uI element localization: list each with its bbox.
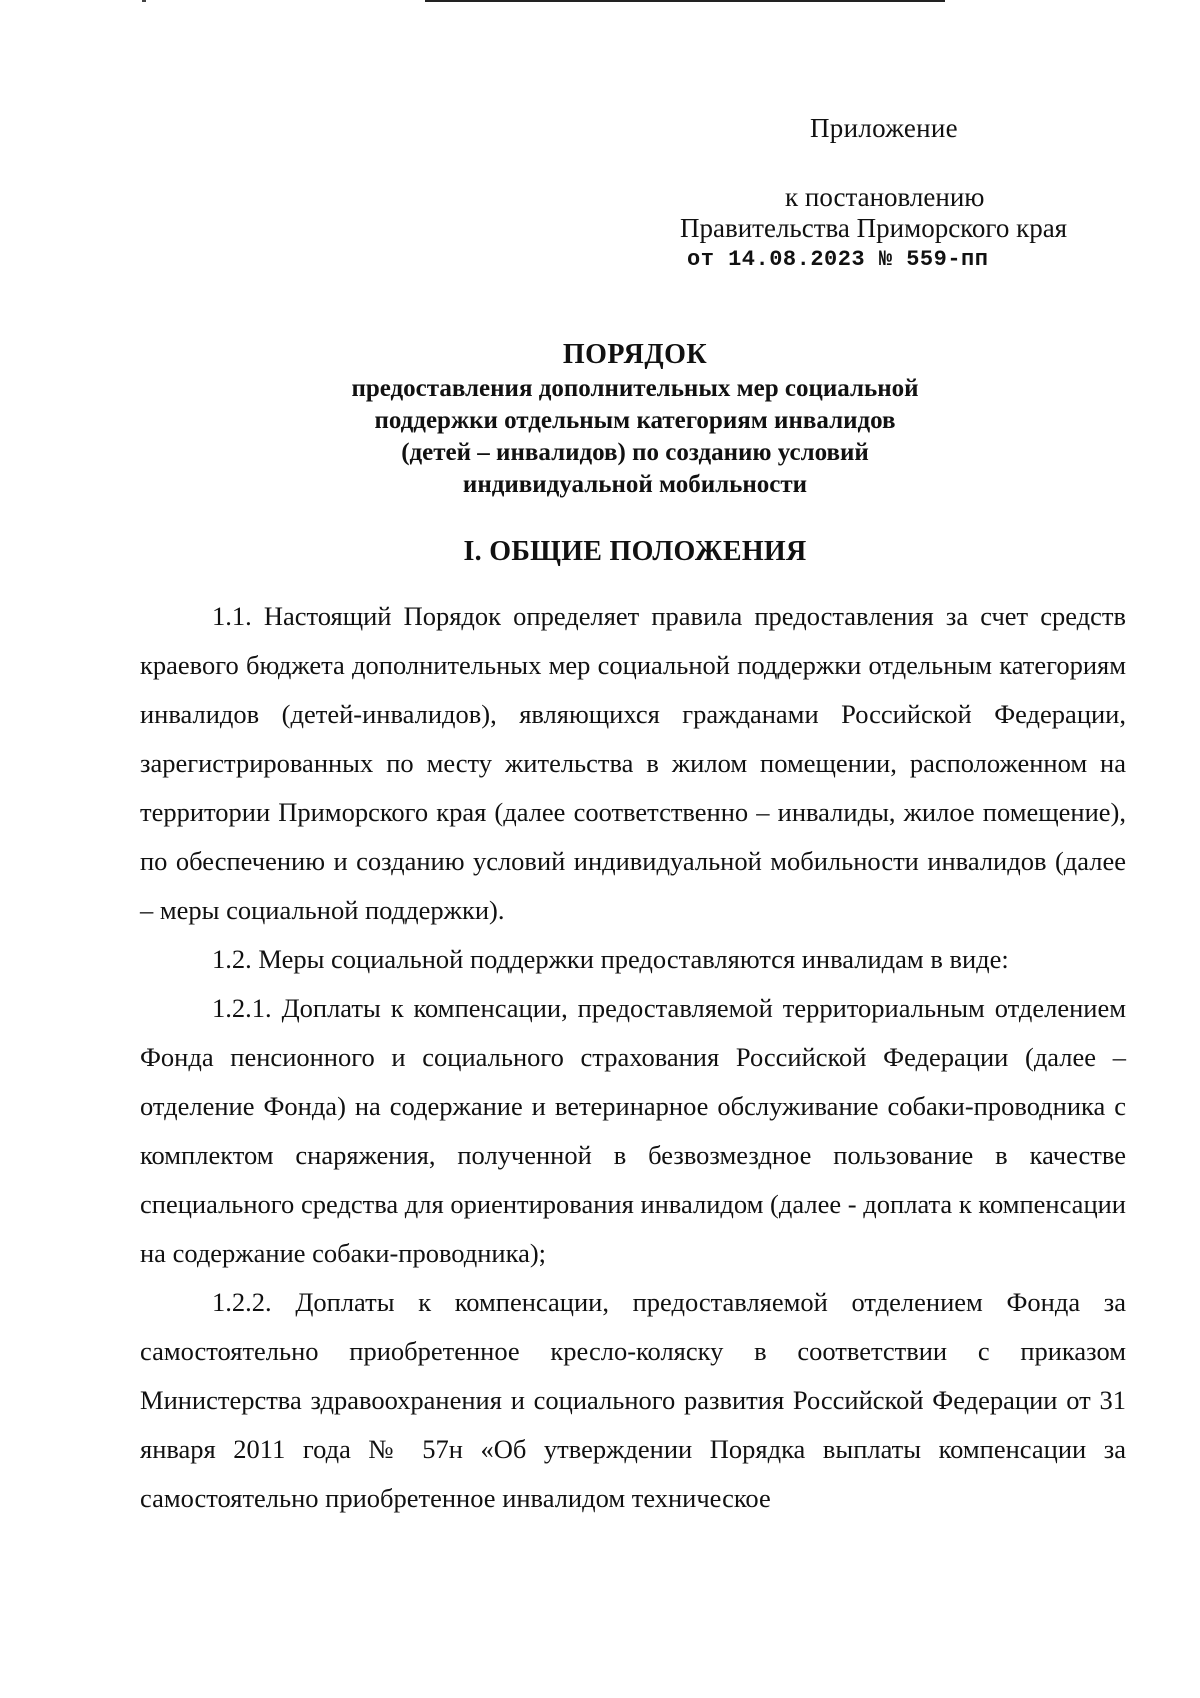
top-scan-line (425, 0, 945, 2)
resolution-reference (680, 182, 1120, 275)
document-title: ПОРЯДОК (562, 339, 708, 370)
document-subtitle: предоставления дополнительных мер социальной поддержки отдельным категориям инвалидов (детей – инвалидов) по созданию условий индивидуальной мобильности (351, 375, 919, 498)
scan-mark (142, 0, 146, 2)
appendix-label: Приложение (810, 113, 958, 143)
government-name: Правительства Приморского края (680, 213, 1068, 243)
section-heading: I. ОБЩИЕ ПОЛОЖЕНИЯ (463, 536, 807, 567)
paragraph-1-1: 1.1. Настоящий Порядок определяет правила предоставления за счет средств краевого бюджета дополнительных мер социальной поддержки отдельным категориям инвалидов (детей-инвалидов), являющихся гражданами Российской Федерации, зарегистрированных по месту жительства в жилом помещении, расположенном на территории Приморского края (далее соответственно – инвалиды, жилое помещение), по обеспечению и созданию условий индивидуальной мобильности инвалидов (далее – меры социальной поддержки). (140, 601, 1126, 925)
document-title-block (140, 337, 1130, 501)
to-resolution-text: к постановлению (785, 182, 985, 212)
paragraph-1-2: 1.2. Меры социальной поддержки предоставляются инвалидам в виде: (212, 944, 1009, 974)
paragraph-1-2-1: 1.2.1. Доплаты к компенсации, предоставляемой территориальным отделением Фонда пенсионного и социального страхования Российской Федерации (далее – отделение Фонда) на содержание и ветеринарное обслуживание собаки-проводника с комплектом снаряжения, полученной в безвозмездное пользование в качестве специального средства для ориентирования инвалидом (далее - доплата к компенсации на содержание собаки-проводника); (140, 993, 1126, 1268)
resolution-date-number: от 14.08.2023 № 559-пп (687, 247, 989, 272)
document-body (140, 592, 1126, 1523)
paragraph-1-2-2: 1.2.2. Доплаты к компенсации, предоставляемой отделением Фонда за самостоятельно приобретенное кресло-коляску в соответствии с приказом Министерства здравоохранения и социального развития Российской Федерации от 31 января 2011 года № 57н «Об утверждении Порядка выплаты компенсации за самостоятельно приобретенное инвалидом техническое (140, 1287, 1126, 1513)
